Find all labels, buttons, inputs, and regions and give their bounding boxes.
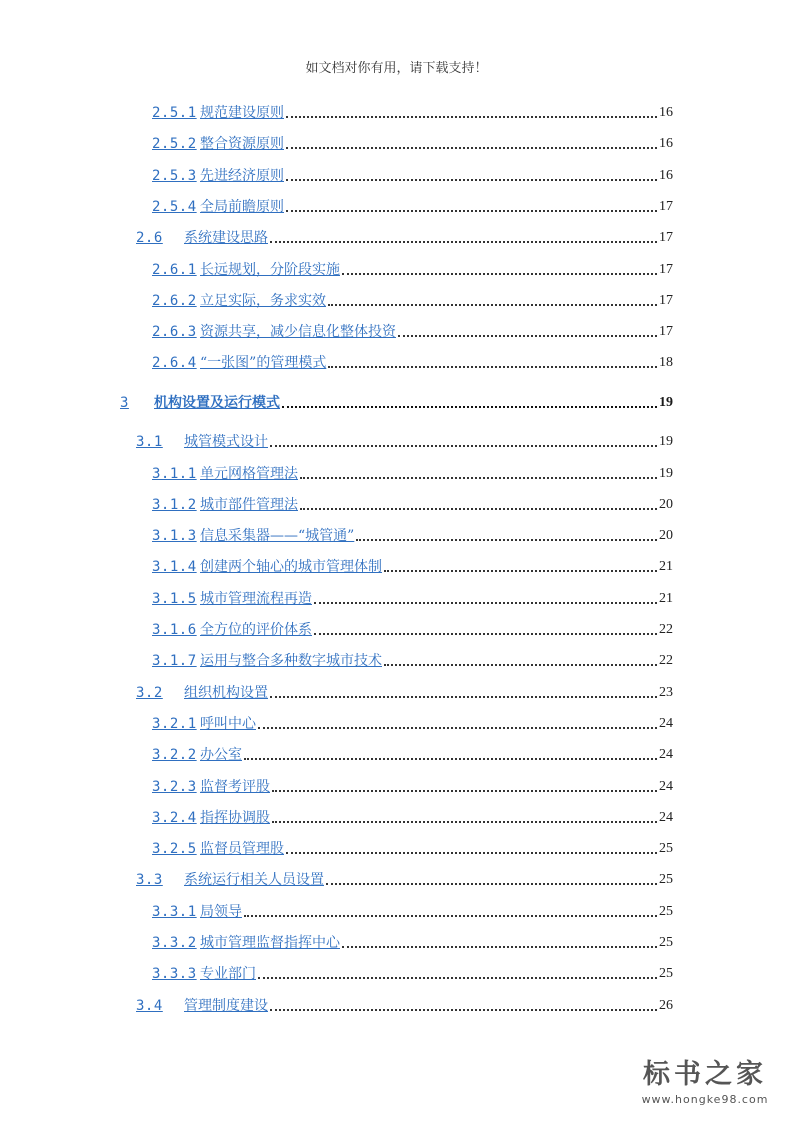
toc-entry[interactable] [152, 617, 673, 639]
toc-entry[interactable] [152, 836, 673, 858]
toc-entry-title[interactable]: 创建两个轴心的城市管理体制 [200, 559, 382, 576]
toc-entry[interactable] [152, 899, 673, 921]
toc-entry-title[interactable]: 资源共享，减少信息化整体投资 [200, 324, 396, 341]
toc-entry-number[interactable]: 2.5.1 [152, 105, 197, 121]
toc-dot-leader [314, 601, 657, 604]
toc-entry-number[interactable]: 3.1.1 [152, 465, 197, 482]
toc-entry-page: 24 [659, 778, 673, 794]
toc-entry-title[interactable]: 规范建设原则 [200, 105, 284, 121]
toc-dot-leader [286, 115, 657, 118]
toc-dot-leader [314, 632, 657, 635]
toc-entry[interactable] [152, 492, 673, 514]
toc-dot-leader [272, 789, 657, 792]
toc-entry-number[interactable]: 3.3 [136, 872, 163, 889]
toc-dot-leader [300, 507, 657, 510]
toc-dot-leader [356, 538, 657, 541]
toc-dot-leader [286, 851, 657, 854]
toc-entry[interactable] [136, 225, 673, 247]
toc-entry-page: 17 [659, 230, 673, 246]
toc-entry[interactable] [152, 742, 673, 764]
toc-entry-number[interactable]: 2.6.4 [152, 355, 197, 372]
toc-entry-page: 17 [659, 292, 673, 308]
toc-entry-title[interactable]: 监督考评股 [200, 778, 270, 795]
toc-entry[interactable] [120, 390, 673, 412]
toc-entry-number[interactable]: 3.1.6 [152, 622, 197, 638]
toc-entry[interactable] [136, 429, 673, 451]
toc-entry-number[interactable]: 3.3.1 [152, 903, 197, 920]
toc-entry[interactable] [152, 554, 673, 576]
watermark-logo [635, 1052, 775, 1106]
toc-entry-number[interactable]: 3.4 [136, 997, 163, 1014]
toc-entry-title[interactable]: 组织机构设置 [184, 684, 268, 701]
toc-entry[interactable] [152, 805, 673, 827]
toc-entry-title[interactable]: “一张图”的管理模式 [200, 355, 327, 372]
toc-dot-leader [258, 976, 657, 979]
toc-dot-leader [270, 444, 657, 447]
toc-dot-leader [384, 663, 657, 666]
toc-entry[interactable] [152, 100, 673, 122]
toc-entry-title[interactable]: 运用与整合多种数字城市技术 [200, 653, 382, 670]
toc-entry-title[interactable]: 全局前瞻原则 [200, 198, 284, 215]
toc-entry-number[interactable]: 3.2.3 [152, 778, 197, 795]
toc-entry-number[interactable]: 2.5.3 [152, 167, 197, 184]
toc-entry-number[interactable]: 3.2 [136, 684, 163, 701]
toc-entry-page: 17 [659, 261, 673, 277]
toc-entry-page: 25 [659, 903, 673, 919]
toc-entry-title[interactable]: 整合资源原则 [200, 136, 284, 153]
toc-entry[interactable] [152, 523, 673, 545]
toc-entry-page: 25 [659, 872, 673, 888]
toc-entry-number[interactable]: 3.2.1 [152, 715, 197, 732]
toc-entry-number[interactable]: 2.6.3 [152, 324, 197, 341]
toc-entry-title[interactable]: 管理制度建设 [184, 997, 268, 1014]
logo-text: 标书之家 [643, 1059, 767, 1090]
toc-dot-leader [384, 569, 657, 572]
toc-dot-leader [326, 882, 657, 885]
toc-dot-leader [300, 476, 657, 479]
toc-entry-page: 20 [659, 528, 673, 544]
toc-entry-page: 20 [659, 496, 673, 512]
toc-dot-leader [272, 820, 657, 823]
toc-dot-leader [244, 914, 657, 917]
toc-entry[interactable] [136, 680, 673, 702]
toc-entry-number[interactable]: 3.1.7 [152, 653, 197, 670]
toc-entry[interactable] [152, 288, 673, 310]
toc-entry-page: 21 [659, 590, 673, 606]
toc-dot-leader [328, 303, 657, 306]
toc-entry-page: 16 [659, 105, 673, 120]
toc-entry-title[interactable]: 专业部门 [200, 966, 256, 983]
toc-dot-leader [286, 209, 657, 212]
toc-entry-title[interactable]: 城市管理监督指挥中心 [200, 935, 340, 951]
toc-entry-page: 24 [659, 747, 673, 763]
toc-entry-title[interactable]: 系统建设思路 [184, 230, 268, 247]
page-header: 如文档对你有用，请下载支持！ [305, 61, 488, 76]
toc-entry-number[interactable]: 3.3.3 [152, 966, 197, 983]
toc-entry-title[interactable]: 单元网格管理法 [200, 465, 298, 482]
toc-dot-leader [282, 405, 657, 408]
toc-entry-title[interactable]: 全方位的评价体系 [200, 622, 312, 638]
toc-entry-page: 24 [659, 809, 673, 825]
toc-entry-title[interactable]: 信息采集器——“城管通” [200, 528, 355, 545]
toc-entry-page: 25 [659, 935, 673, 950]
toc-entry-number[interactable]: 3.1.4 [152, 559, 197, 576]
toc-entry[interactable] [152, 648, 673, 670]
toc-entry-page: 17 [659, 324, 673, 340]
toc-entry-page: 26 [659, 997, 673, 1013]
toc-entry-page: 19 [659, 465, 673, 481]
toc-dot-leader [270, 1008, 657, 1011]
toc-dot-leader [398, 334, 657, 337]
toc-dot-leader [286, 178, 657, 181]
toc-entry[interactable] [152, 319, 673, 341]
toc-entry-page: 24 [659, 715, 673, 731]
toc-entry-title[interactable]: 监督员管理股 [200, 841, 284, 858]
toc-entry-number[interactable]: 3.1 [136, 434, 163, 451]
toc-entry[interactable] [152, 461, 673, 483]
toc-dot-leader [342, 272, 657, 275]
toc-entry-title[interactable]: 局领导 [200, 903, 242, 920]
toc-entry-title[interactable]: 系统运行相关人员设置 [184, 872, 324, 889]
toc-entry-number[interactable]: 2.6 [136, 230, 163, 247]
toc-entry[interactable] [152, 257, 673, 279]
toc-dot-leader [270, 240, 657, 243]
toc-entry-title[interactable]: 指挥协调股 [200, 809, 270, 826]
toc-dot-leader [244, 757, 657, 760]
toc-entry-number[interactable]: 2.5.2 [152, 136, 197, 153]
toc-entry-number[interactable]: 3.1.3 [152, 528, 197, 545]
toc-entry-page: 22 [659, 653, 673, 669]
toc-entry[interactable] [152, 774, 673, 796]
toc-entry-number[interactable]: 2.6.2 [152, 292, 197, 309]
toc-entry-page: 25 [659, 966, 673, 982]
toc-entry-number[interactable]: 3 [120, 394, 129, 411]
toc-entry[interactable] [152, 194, 673, 216]
toc-entry-page: 19 [659, 394, 673, 410]
toc-entry-number[interactable]: 3.2.4 [152, 809, 197, 826]
toc-entry[interactable] [152, 163, 673, 185]
toc-dot-leader [342, 945, 657, 948]
toc-entry-title[interactable]: 机构设置及运行模式 [154, 394, 280, 411]
toc-dot-leader [286, 146, 657, 149]
toc-entry[interactable] [152, 131, 673, 153]
toc-entry-title[interactable]: 城市部件管理法 [200, 496, 298, 513]
toc-entry-title[interactable]: 长远规划，分阶段实施 [200, 261, 340, 278]
toc-entry[interactable] [152, 350, 673, 372]
toc-entry-number[interactable]: 3.2.2 [152, 747, 197, 764]
toc-entry-title[interactable]: 城管模式设计 [184, 434, 268, 451]
toc-dot-leader [258, 726, 657, 729]
toc-entry-page: 16 [659, 136, 673, 152]
toc-entry-title[interactable]: 呼叫中心 [200, 715, 256, 732]
toc-entry-title[interactable]: 先进经济原则 [200, 167, 284, 184]
toc-entry-page: 23 [659, 684, 673, 700]
toc-entry-page: 18 [659, 355, 673, 371]
toc-entry-page: 25 [659, 841, 673, 857]
toc-dot-leader [270, 695, 657, 698]
toc-entry-page: 21 [659, 559, 673, 575]
toc-entry-page: 19 [659, 434, 673, 450]
toc-entry-number[interactable]: 3.1.5 [152, 590, 197, 607]
toc-entry[interactable] [152, 930, 673, 952]
toc-entry-page: 16 [659, 167, 673, 183]
toc-entry-page: 17 [659, 198, 673, 214]
toc-entry-number[interactable]: 3.2.5 [152, 841, 197, 858]
toc-entry-number[interactable]: 3.1.2 [152, 496, 197, 513]
toc-entry[interactable] [152, 711, 673, 733]
toc-dot-leader [328, 365, 657, 368]
toc-entry[interactable] [152, 586, 673, 608]
toc-entry-number[interactable]: 2.6.1 [152, 261, 197, 278]
toc-entry-number[interactable]: 3.3.2 [152, 935, 197, 951]
toc-entry[interactable] [136, 993, 673, 1015]
toc-entry-page: 22 [659, 622, 673, 637]
toc-entry-title[interactable]: 城市管理流程再造 [200, 590, 312, 607]
toc-entry-title[interactable]: 办公室 [200, 747, 242, 764]
toc-entry-number[interactable]: 2.5.4 [152, 198, 197, 215]
toc-entry-title[interactable]: 立足实际，务求实效 [200, 292, 326, 309]
logo-url: www.hongke98.com [641, 1093, 769, 1106]
toc-entry[interactable] [136, 867, 673, 889]
toc-entry[interactable] [152, 961, 673, 983]
